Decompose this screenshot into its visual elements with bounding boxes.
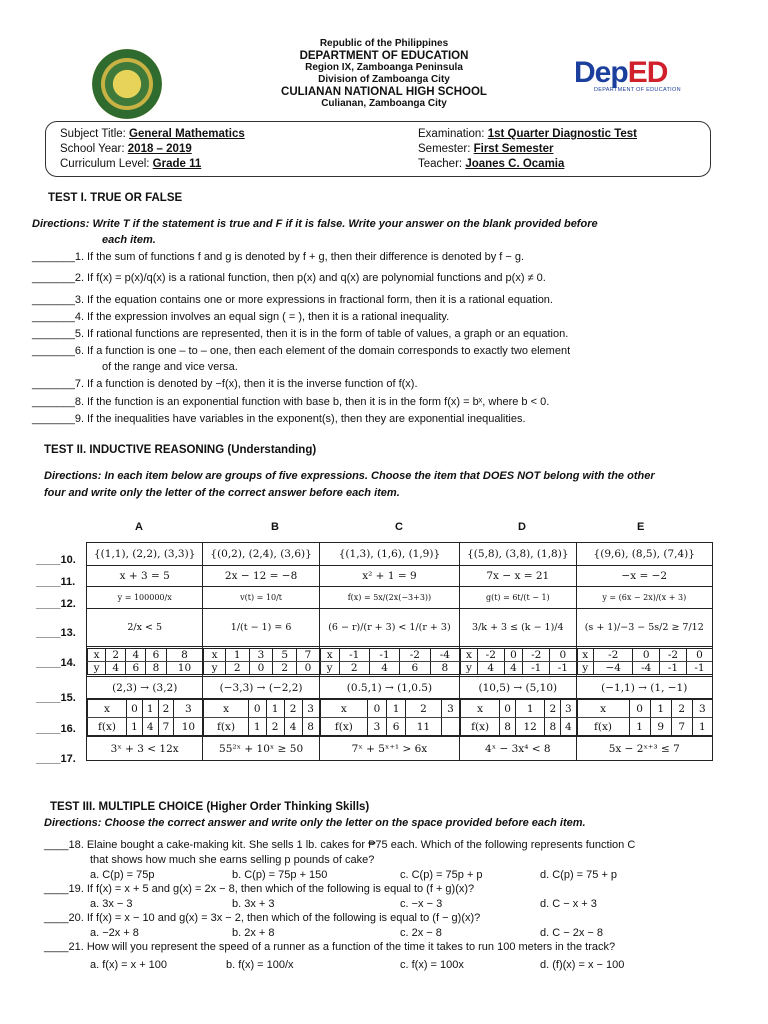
table-cell: 7ˣ + 5ˣ⁺¹ > 6x [319, 737, 459, 761]
table-cell [460, 647, 576, 677]
mc-option: d. C − x + 3 [540, 898, 597, 910]
value-table: x -2 0 -2 0 y 4 4 -1 -1 [460, 648, 575, 675]
mc-item-19: ____19. If f(x) = x + 5 and g(x) = 2x − 8, then which of the following is equal to (f + g)(x)? [44, 883, 475, 895]
exam-line: Examination: 1st Quarter Diagnostic Test [418, 128, 638, 140]
table-cell: {(1,3), (1,6), (1,9)} [319, 543, 459, 566]
row-number: ____14. [36, 657, 76, 669]
table-cell: {(5,8), (3,8), (1,8)} [460, 543, 576, 566]
table-cell [576, 699, 713, 737]
table-row [87, 587, 713, 609]
table-cell [203, 699, 319, 737]
table-cell [87, 699, 203, 737]
test3-title: TEST III. MULTIPLE CHOICE (Higher Order Thinking Skills) [50, 801, 370, 813]
header-line: Region IX, Zamboanga Peninsula [305, 62, 463, 73]
tf-item-6-cont: of the range and vice versa. [102, 361, 238, 373]
test2-directions-cont: four and write only the letter of the correct answer before each item. [44, 487, 400, 499]
curriculum-line: Curriculum Level: Grade 11 [60, 158, 202, 170]
header-line: Division of Zamboanga City [318, 74, 450, 85]
header-line: DEPARTMENT OF EDUCATION [299, 50, 469, 62]
teacher-line: Teacher: Joanes C. Ocamia [418, 158, 565, 170]
row-number: ____11. [36, 576, 76, 588]
value-table: x -2 0 -2 0 y −4 -4 -1 -1 [577, 648, 713, 675]
test2-title: TEST II. INDUCTIVE REASONING (Understanding) [44, 444, 317, 456]
table-cell: (6 − r)/(r + 3) < 1/(r + 3) [319, 609, 459, 647]
mc-item-21: ____21. How will you represent the speed of a runner as a function of the time it takes to run 100 meters in the track? [44, 941, 616, 953]
table-cell: (−1,1) → (1, −1) [576, 677, 713, 699]
row-number: ____15. [36, 692, 76, 704]
test1-directions-cont: each item. [102, 234, 156, 246]
mc-option: c. C(p) = 75p + p [400, 869, 483, 881]
col-header-e: E [637, 521, 645, 533]
value-table: x 0 1 2 3 f(x) 1 9 7 1 [577, 699, 713, 736]
col-header-c: C [395, 521, 403, 533]
table-row [87, 566, 713, 587]
table-cell [576, 647, 713, 677]
mc-option: a. −2x + 8 [90, 927, 139, 939]
table-cell: 4ˣ − 3x⁴ < 8 [460, 737, 576, 761]
table-cell: x + 3 = 5 [87, 566, 203, 587]
test3-directions: Directions: Choose the correct answer and write only the letter on the space provided before each item. [44, 817, 586, 829]
table-cell: 3/k + 3 ≤ (k − 1)/4 [460, 609, 576, 647]
value-table: x 0 1 2 3 f(x) 8 12 8 4 [460, 699, 575, 736]
table-cell: (2,3) → (3,2) [87, 677, 203, 699]
row-number: ____12. [36, 598, 76, 610]
mc-option: b. f(x) = 100/x [226, 959, 294, 971]
table-cell: g(t) = 6t/(t − 1) [460, 587, 576, 609]
mc-option: d. C − 2x − 8 [540, 927, 603, 939]
test2-directions: Directions: In each item below are groups of five expressions. Choose the item that DOES NOT belong with the other [44, 470, 655, 482]
table-cell: {(9,6), (8,5), (7,4)} [576, 543, 713, 566]
mc-option: b. C(p) = 75p + 150 [232, 869, 328, 881]
table-cell: y = (6x − 2x)/(x + 3) [576, 587, 713, 609]
tf-item-9: _______9. If the inequalities have variables in the exponent(s), then they are exponential inequalities. [32, 413, 526, 425]
table-cell [87, 647, 203, 677]
col-header-a: A [135, 521, 143, 533]
table-row [87, 699, 713, 737]
subject-line: Subject Title: General Mathematics [60, 128, 245, 140]
table-cell: {(1,1), (2,2), (3,3)} [87, 543, 203, 566]
mc-option: d. C(p) = 75 + p [540, 869, 618, 881]
row-number: ____16. [36, 723, 76, 735]
table-cell: (0.5,1) → (1,0.5) [319, 677, 459, 699]
value-table: x 0 1 2 3 f(x) 1 4 7 10 [87, 699, 202, 736]
col-header-d: D [518, 521, 526, 533]
value-table: x 1 3 5 7 y 2 0 2 0 [203, 648, 318, 675]
table-cell [460, 699, 576, 737]
tf-item-7: _______7. If a function is denoted by −f(x), then it is the inverse function of f(x). [32, 378, 418, 390]
table-cell [319, 699, 459, 737]
test1-directions: Directions: Write T if the statement is true and F if it is false. Write your answer on the blank provided before [32, 218, 598, 230]
value-table: x 0 1 2 3 f(x) 1 2 4 8 [203, 699, 318, 736]
mc-option: b. 2x + 8 [232, 927, 275, 939]
header-line: Republic of the Philippines [319, 38, 449, 49]
table-cell: (10,5) → (5,10) [460, 677, 576, 699]
test1-title: TEST I. TRUE OR FALSE [48, 192, 183, 204]
table-cell: 1/(t − 1) = 6 [203, 609, 319, 647]
table-cell: x² + 1 = 9 [319, 566, 459, 587]
tf-item-1: _______1. If the sum of functions f and g is denoted by f + g, then their difference is denoted by f − g. [32, 251, 525, 263]
table-cell: −x = −2 [576, 566, 713, 587]
table-cell: 2/x < 5 [87, 609, 203, 647]
table-cell: (−3,3) → (−2,2) [203, 677, 319, 699]
row-number: ____13. [36, 627, 76, 639]
tf-item-8: _______8. If the function is an exponential function with base b, then it is in the form f(x) = bˣ, where b < 0. [32, 396, 550, 408]
table-cell: 2x − 12 = −8 [203, 566, 319, 587]
mc-option: a. C(p) = 75p [90, 869, 155, 881]
mc-option: a. f(x) = x + 100 [90, 959, 168, 971]
table-cell [203, 647, 319, 677]
deped-logo: DepED DEPARTMENT OF EDUCATION [574, 56, 681, 93]
tf-item-6: _______6. If a function is one – to – one, then each element of the domain corresponds to exactly two element [32, 345, 571, 357]
school-name: CULIANAN NATIONAL HIGH SCHOOL [281, 86, 487, 98]
col-header-b: B [271, 521, 279, 533]
table-row [87, 677, 713, 699]
tf-item-3: _______3. If the equation contains one or more expressions in fractional form, then it is a rational equation. [32, 294, 553, 306]
mc-option: a. 3x − 3 [90, 898, 133, 910]
mc-item-18: ____18. Elaine bought a cake-making kit. She sells 1 lb. cakes for ₱75 each. Which of the following represents function C [44, 839, 636, 851]
table-cell: 7x − x = 21 [460, 566, 576, 587]
mc-option: d. (f)(x) = x − 100 [540, 959, 625, 971]
mc-option: c. f(x) = 100x [400, 959, 464, 971]
mc-item-20: ____20. If f(x) = x − 10 and g(x) = 3x − 2, then which of the following is equal to (f − g)(x)? [44, 912, 481, 924]
table-cell: 55²ˣ + 10ˣ ≥ 50 [203, 737, 319, 761]
table-cell: y = 100000/x [87, 587, 203, 609]
table-row [87, 543, 713, 566]
row-number: ____10. [36, 554, 76, 566]
mc-option: b. 3x + 3 [232, 898, 275, 910]
tf-item-2: _______2. If f(x) = p(x)/q(x) is a rational function, then p(x) and q(x) are polynomial functions and p(x) ≠ 0. [32, 272, 546, 284]
mc-option: c. −x − 3 [400, 898, 443, 910]
table-cell: f(x) = 5x/(2x(−3+3)) [319, 587, 459, 609]
value-table: x 2 4 6 8 y 4 6 8 10 [87, 648, 202, 675]
table-row [87, 647, 713, 677]
table-cell: v(t) = 10/t [203, 587, 319, 609]
inductive-reasoning-table [86, 542, 713, 761]
table-cell [319, 647, 459, 677]
table-cell: {(0,2), (2,4), (3,6)} [203, 543, 319, 566]
table-row [87, 737, 713, 761]
tf-item-4: _______4. If the expression involves an equal sign ( = ), then it is a rational inequality. [32, 311, 450, 323]
table-row [87, 609, 713, 647]
table-cell: (s + 1)/−3 − 5s/2 ≥ 7/12 [576, 609, 713, 647]
row-number: ____17. [36, 753, 76, 765]
tf-item-5: _______5. If rational functions are represented, then it is in the form of table of values, a graph or an equation. [32, 328, 569, 340]
table-cell: 5x − 2ˣ⁺³ ≤ 7 [576, 737, 713, 761]
value-table: x -1 -1 -2 -4 y 2 4 6 8 [320, 648, 459, 675]
mc-option: c. 2x − 8 [400, 927, 442, 939]
mc-item-18-cont: that shows how much she earns selling p pounds of cake? [90, 854, 375, 866]
header-line: Culianan, Zamboanga City [321, 98, 447, 109]
table-cell: 3ˣ + 3 < 12x [87, 737, 203, 761]
school-year-line: School Year: 2018 – 2019 [60, 143, 192, 155]
semester-line: Semester: First Semester [418, 143, 554, 155]
value-table: x 0 1 2 3 f(x) 3 6 11 [320, 699, 459, 736]
